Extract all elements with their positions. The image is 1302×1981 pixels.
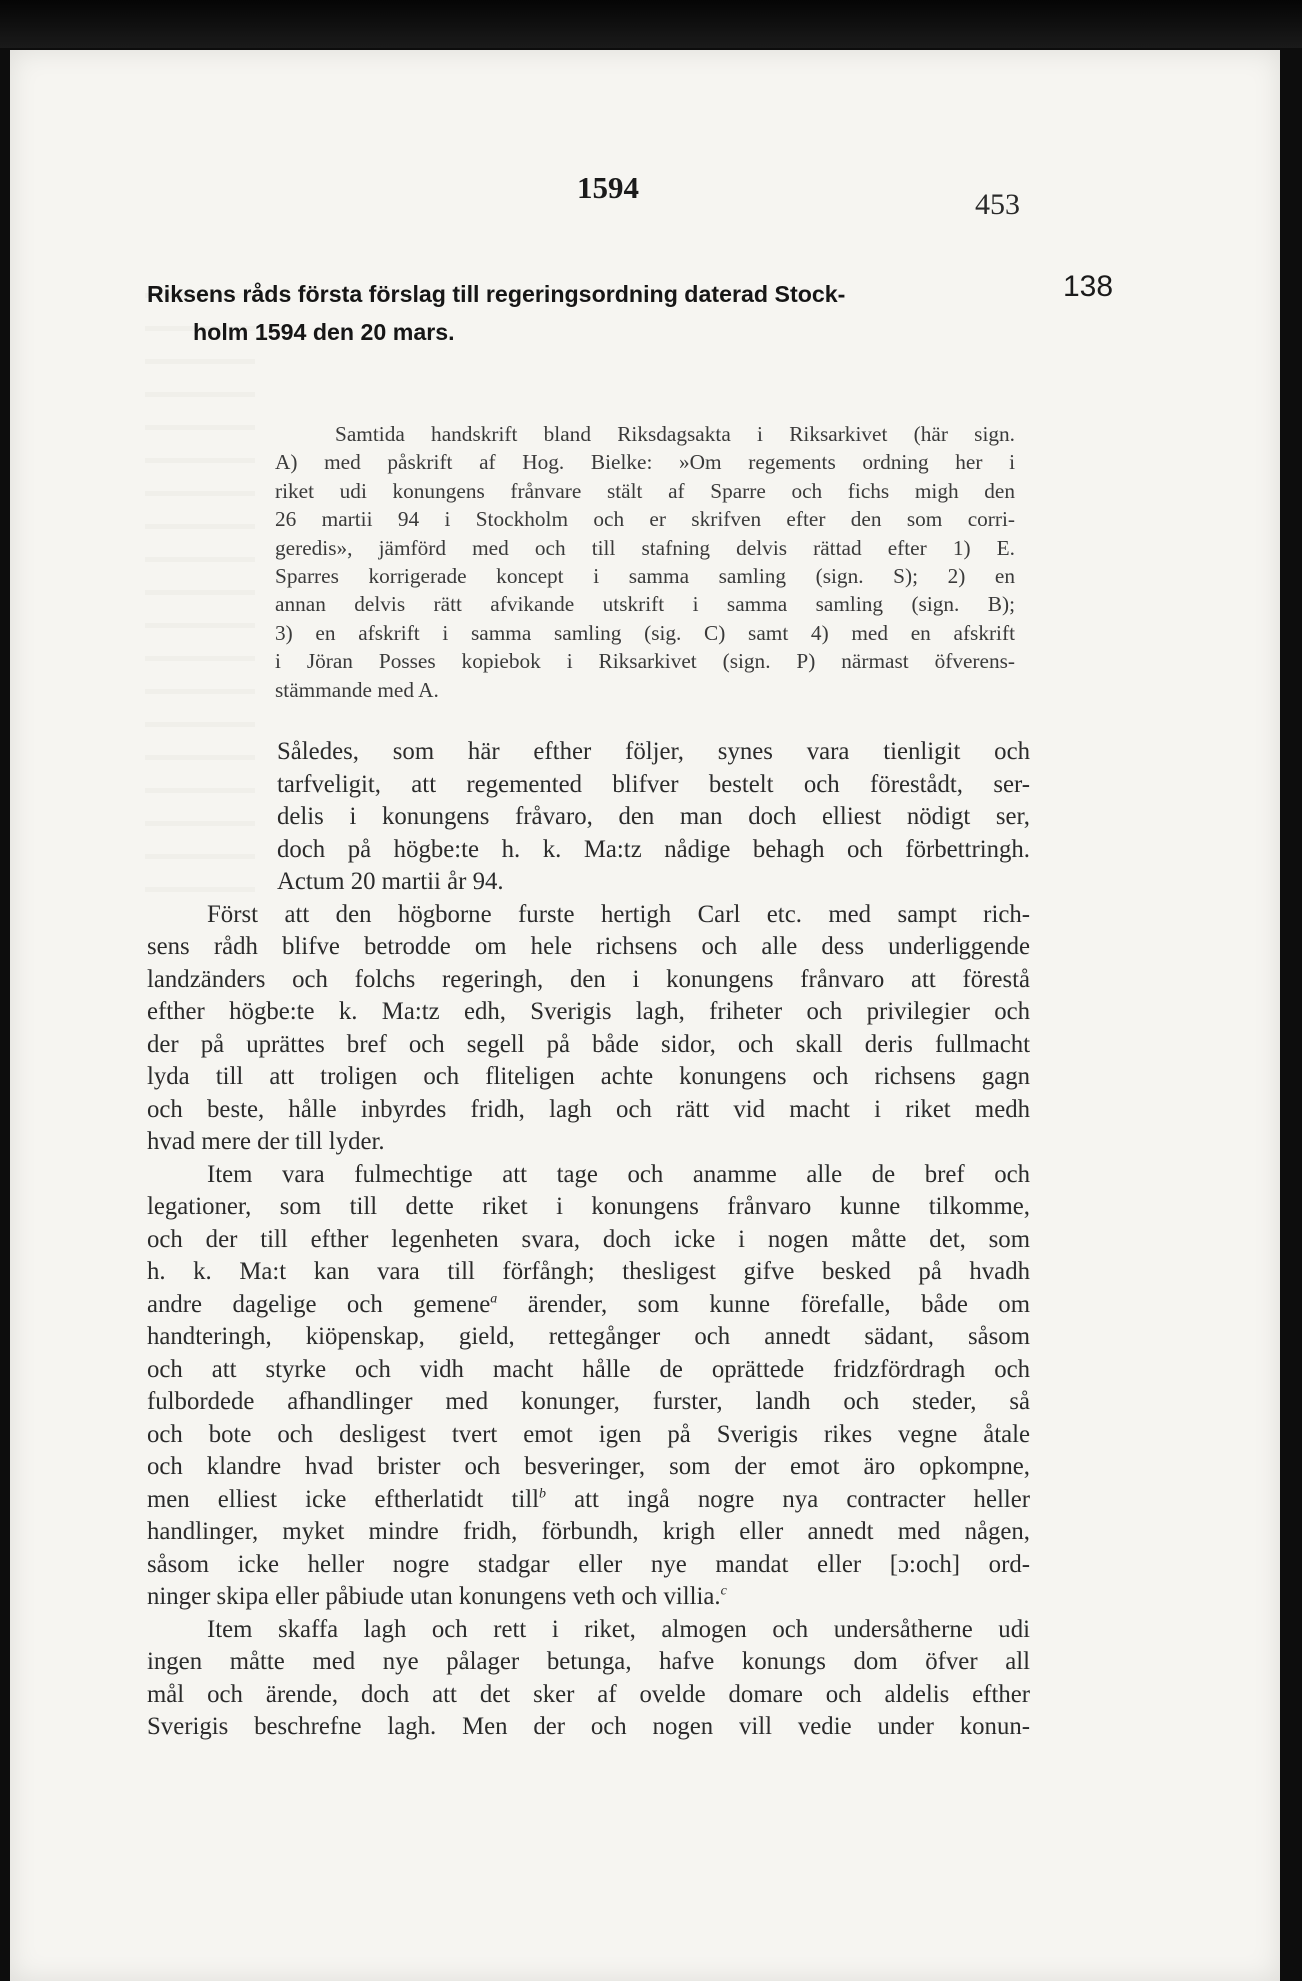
text-fragment: men elliest icke eftherlatidt till — [147, 1485, 540, 1513]
book-page — [10, 50, 1280, 1981]
text-line: legationer, som till dette riket i konungens frånvaro kunne tilkomme, — [147, 1193, 1030, 1220]
text-line: fulbordede afhandlinger med konunger, furster, landh och steder, så — [147, 1388, 1030, 1415]
document-title — [147, 275, 1027, 351]
source-note-line: Sparres korrigerade koncept i samma samling (sign. S); 2) en — [275, 564, 1015, 589]
title-line: holm 1594 den 20 mars. — [193, 319, 455, 345]
scan-border — [0, 0, 1302, 48]
text-line: landzänders och folchs regeringh, den i konungens frånvaro att förestå — [147, 965, 1030, 993]
text-line: Item vara fulmechtige att tage och anamme alle de bref och — [207, 1160, 1030, 1188]
text-line: Item skaffa lagh och rett i riket, almogen och undersåtherne udi — [207, 1615, 1030, 1643]
text-line: och bote och desligest tvert emot igen på Sverigis rikes vegne åtale — [147, 1420, 1030, 1448]
source-note-line: annan delvis rätt afvikande utskrift i samma samling (sign. B); — [275, 592, 1015, 617]
text-line: Således, som här efther följer, synes vara tienligit och — [277, 738, 1030, 765]
paragraph-first — [147, 899, 1030, 1159]
source-note-line: geredis», jämförd med och till stafning delvis rättad efter 1) E. — [275, 535, 1015, 560]
text-line: lyda till att troligen och fliteligen achte konungens och richsens gagn — [147, 1063, 1030, 1090]
paragraph-item-2 — [147, 1614, 1030, 1744]
text-line: Sverigis beschrefne lagh. Men der och nogen vill vedie under konun- — [147, 1713, 1030, 1740]
footnote-marker: a — [490, 1291, 498, 1307]
text-line: delis i konungens fråvaro, den man doch elliest nödigt ser, — [277, 803, 1030, 830]
text-line: Actum 20 martii år 94. — [277, 868, 504, 895]
text-line — [147, 1289, 1030, 1322]
footnote-marker: b — [539, 1486, 547, 1502]
text-line: och der till efther legenheten svara, doch icke i nogen måtte det, som — [147, 1225, 1030, 1253]
text-line — [147, 1581, 1030, 1614]
intro-paragraph — [147, 736, 1030, 899]
text-line: handteringh, kiöpenskap, gield, rettegånger och annedt sädant, såsom — [147, 1323, 1030, 1350]
paragraph-item-1 — [147, 1159, 1030, 1614]
text-line: hvad mere der till lyder. — [147, 1128, 385, 1155]
document-body — [147, 736, 1030, 1744]
source-note-line: stämmande med A. — [275, 677, 439, 702]
source-note-line: A) med påskrift af Hog. Bielke: »Om regements ordning her i — [275, 450, 1015, 475]
text-line: ingen måtte med nye pålager betunga, hafve konungs dom öfver all — [147, 1648, 1030, 1675]
running-header-year: 1594 — [577, 170, 639, 205]
text-line: efther högbe:te k. Ma:tz edh, Sverigis lagh, friheter och privilegier och — [147, 998, 1030, 1025]
source-note-line: 3) en afskrift i samma samling (sig. C) samt 4) med en afskrift — [275, 620, 1015, 645]
text-line: Först att den högborne furste hertigh Carl etc. med sampt rich- — [207, 900, 1030, 928]
text-line: doch på högbe:te h. k. Ma:tz nådige behagh och förbettringh. — [277, 835, 1030, 863]
text-line: mål och ärende, doch att det sker af ovelde domare och aldelis efther — [147, 1680, 1030, 1708]
source-note — [275, 420, 1015, 704]
text-line: såsom icke heller nogre stadgar eller nye mandat eller [ɔ:och] ord- — [147, 1550, 1030, 1578]
document-number: 138 — [1062, 270, 1114, 303]
title-line: Riksens råds första förslag till regeringsordning daterad Stock- — [147, 281, 846, 307]
text-line: tarfveligit, att regemented blifver bestelt och förestådt, ser- — [277, 770, 1030, 798]
source-note-line: i Jöran Posses kopiebok i Riksarkivet (sign. P) närmast öfverens- — [275, 649, 1015, 674]
text-line: h. k. Ma:t kan vara till förfångh; thesligest gifve besked på hvadh — [147, 1258, 1030, 1285]
text-line: sens rådh blifve betrodde om hele richsens och alle dess underliggende — [147, 933, 1030, 960]
text-line: der på uprättes bref och segell på både sidor, och skall deris fullmacht — [147, 1030, 1030, 1058]
text-line: och klandre hvad brister och besveringer, som der emot äro opkompne, — [147, 1453, 1030, 1480]
source-note-line: riket udi konungens frånvare stält af Sparre och fichs migh den — [275, 478, 1015, 503]
page-number: 453 — [975, 188, 1020, 221]
text-line: och att styrke och vidh macht hålle de oprättede fridzfördragh och — [147, 1355, 1030, 1383]
source-note-line: Samtida handskrift bland Riksdagsakta i Riksarkivet (här sign. — [335, 422, 1015, 446]
footnote-marker: c — [720, 1583, 727, 1599]
text-fragment: att ingå nogre nya contracter heller — [546, 1485, 1031, 1513]
text-fragment: ärender, som kunne förefalle, både om — [497, 1290, 1030, 1318]
text-fragment: ninger skipa eller påbiude utan konungens veth och villia. — [147, 1583, 721, 1610]
text-line: och beste, hålle inbyrdes fridh, lagh och rätt vid macht i riket medh — [147, 1095, 1030, 1123]
text-fragment: andre dagelige och gemene — [147, 1290, 491, 1318]
text-line: handlinger, myket mindre fridh, förbundh, krigh eller annedt med någen, — [147, 1518, 1030, 1545]
source-note-line: 26 martii 94 i Stockholm och er skrifven efter den som corri- — [275, 507, 1015, 532]
text-line — [147, 1484, 1030, 1517]
